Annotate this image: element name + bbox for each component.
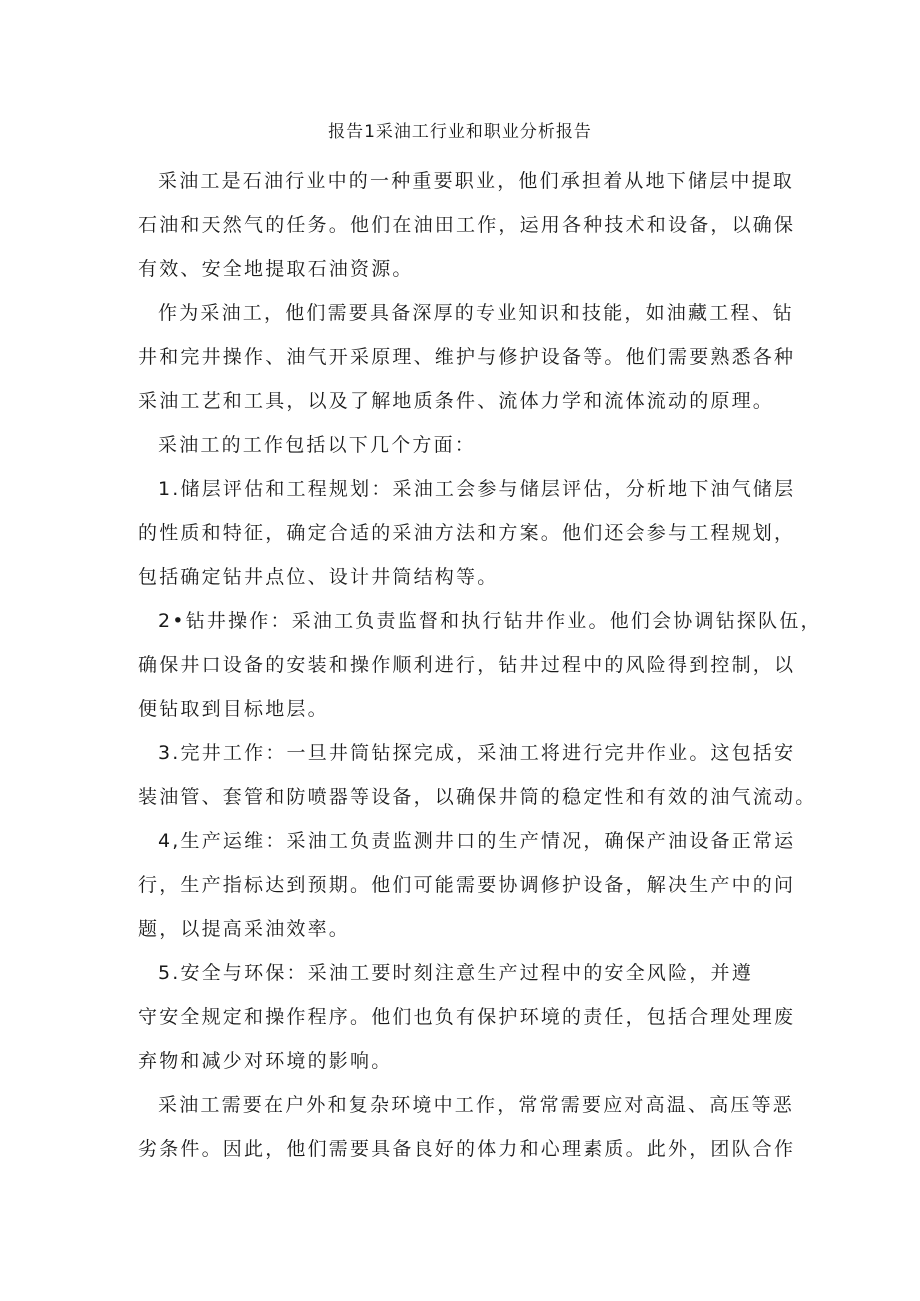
item-4-line-1: 4,生产运维：采油工负责监测井口的生产情况，确保产油设备正常运: [158, 830, 796, 852]
paragraph-3-line-1: 采油工的工作包括以下几个方面：: [158, 434, 477, 456]
item-1-line-1: 1.储层评估和工程规划：采油工会参与储层评估，分析地下油气储层: [158, 478, 796, 500]
item-5-line-2: 守安全规定和操作程序。他们也负有保护环境的责任，包括合理处理废: [138, 1006, 796, 1028]
item-2-line-2: 确保井口设备的安装和操作顺利进行，钻井过程中的风险得到控制，以: [138, 654, 796, 676]
item-1-line-3: 包括确定钻井点位、设计井筒结构等。: [138, 566, 499, 588]
item-1-line-2: 的性质和特征，确定合适的采油方法和方案。他们还会参与工程规划，: [138, 522, 796, 544]
item-2-line-3: 便钻取到目标地层。: [138, 698, 329, 720]
paragraph-2-line-1: 作为采油工，他们需要具备深厚的专业知识和技能，如油藏工程、钻: [158, 302, 795, 324]
item-5-line-1: 5.安全与环保：采油工要时刻注意生产过程中的安全风险，并遵: [158, 962, 753, 984]
item-5-line-3: 弃物和减少对环境的影响。: [138, 1050, 393, 1072]
paragraph-2-line-3: 采油工艺和工具，以及了解地质条件、流体力学和流体流动的原理。: [138, 390, 775, 412]
paragraph-1-line-1: 采油工是石油行业中的一种重要职业，他们承担着从地下储层中提取: [158, 170, 795, 192]
paragraph-2-line-2: 井和完井操作、油气开采原理、维护与修护设备等。他们需要熟悉各种: [138, 346, 796, 368]
paragraph-1-line-3: 有效、安全地提取石油资源。: [138, 258, 414, 280]
item-4-line-2: 行，生产指标达到预期。他们可能需要协调修护设备，解决生产中的问: [138, 874, 796, 896]
paragraph-1-line-2: 石油和天然气的任务。他们在油田工作，运用各种技术和设备，以确保: [138, 214, 796, 236]
item-3-line-1: 3.完井工作：一旦井筒钻探完成，采油工将进行完井作业。这包括安: [158, 742, 796, 764]
item-2-line-1: 2•钻井操作：采油工负责监督和执行钻井作业。他们会协调钻探队伍，: [158, 610, 822, 632]
item-3-line-2: 装油管、套管和防喷器等设备，以确保井筒的稳定性和有效的油气流动。: [138, 786, 817, 808]
paragraph-4-line-1: 采油工需要在户外和复杂环境中工作，常常需要应对高温、高压等恶: [158, 1094, 795, 1116]
document-title: 报告1采油工行业和职业分析报告: [328, 122, 592, 142]
item-4-line-3: 题，以提高采油效率。: [138, 918, 351, 940]
paragraph-4-line-2: 劣条件。因此，他们需要具备良好的体力和心理素质。此外，团队合作: [138, 1138, 796, 1160]
